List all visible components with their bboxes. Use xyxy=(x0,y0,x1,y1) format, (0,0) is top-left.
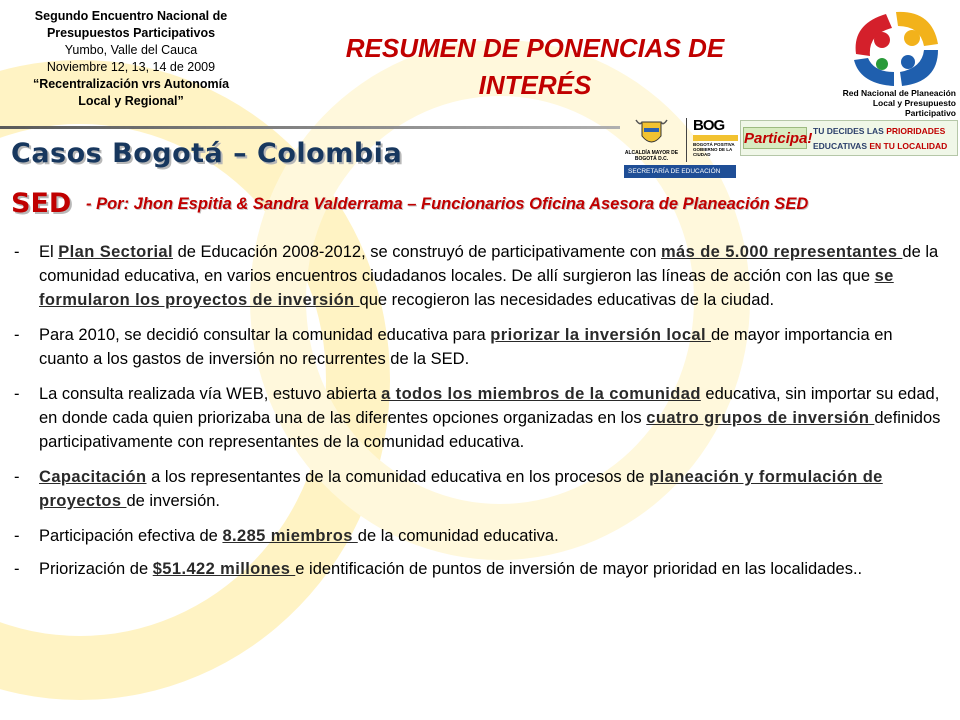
bullet-list xyxy=(14,240,944,590)
slogan-1a: TU DECIDES LAS xyxy=(813,126,887,136)
participa-badge: Participa! xyxy=(743,127,807,149)
red-nacional-line-1: Red Nacional de Planeación xyxy=(842,88,956,98)
underlined-text: Plan Sectorial xyxy=(58,243,173,261)
event-theme-line-1: “Recentralización vrs Autonomía xyxy=(32,77,230,91)
list-item xyxy=(14,382,944,454)
text-run: e identificación de puntos de inversión de mayor prioridad en las localidades.. xyxy=(295,560,863,578)
bullet-dash: - xyxy=(14,243,20,261)
header-divider xyxy=(0,126,620,129)
underlined-text: más de 5.000 representantes xyxy=(660,243,903,261)
text-run: que recogieron las necesidades educativas de la ciudad. xyxy=(359,291,775,309)
list-item xyxy=(14,323,944,371)
list-item xyxy=(14,465,944,513)
text-run: Para 2010, se decidió consultar la comunidad educativa para xyxy=(39,326,491,344)
event-theme-line-2: Local y Regional” xyxy=(78,94,184,108)
alcaldia-logo xyxy=(624,118,679,162)
underlined-text: a todos los miembros de la comunidad xyxy=(381,385,701,403)
text-run: de mayor importancia en cuanto a los gastos de inversión no recurrentes de la SED. xyxy=(39,326,893,368)
slogan-2b: EN TU LOCALIDAD xyxy=(869,141,948,151)
event-line-1: Segundo Encuentro Nacional de xyxy=(34,9,228,23)
text-run: Participación efectiva de xyxy=(39,527,223,545)
slogan-2a: EDUCATIVAS xyxy=(813,141,870,151)
participa-slogan-line-2 xyxy=(813,141,947,152)
red-nacional-logo xyxy=(832,4,956,118)
list-item xyxy=(14,524,944,548)
participa-slogan-line-1 xyxy=(813,126,945,137)
slide-title-line-1: RESUMEN DE PONENCIAS DE xyxy=(345,33,725,63)
event-info xyxy=(0,8,262,110)
text-run: de la comunidad educativa. xyxy=(357,527,559,545)
underlined-text: priorizar la inversión local xyxy=(490,326,711,344)
text-run: Priorización de xyxy=(39,560,153,578)
network-people-icon xyxy=(846,4,946,88)
text-run: educativa, sin importar su edad, en donde cada quien priorizaba una de las diferentes opciones organizadas en los xyxy=(39,385,940,427)
slide-title-line-2: INTERÉS xyxy=(478,70,592,100)
underlined-text: $51.422 millones xyxy=(152,560,296,578)
underlined-text: Capacitación xyxy=(39,468,147,486)
text-run: a los representantes de la comunidad educativa en los procesos de xyxy=(146,468,650,486)
bullet-dash: - xyxy=(14,468,20,486)
bullet-dash: - xyxy=(14,527,20,545)
bog-government: GOBIERNO DE LA CIUDAD xyxy=(693,147,733,157)
bullet-dash: - xyxy=(14,326,20,344)
bog-subtitle: BOGOTÁ POSITIVA xyxy=(693,142,735,147)
text-run: de Educación 2008-2012, se construyó de participativamente con xyxy=(173,243,661,261)
secretaria-band: SECRETARÍA DE EDUCACIÓN xyxy=(624,165,736,178)
underlined-text: 8.285 miembros xyxy=(222,527,358,545)
text-run: de inversión. xyxy=(126,492,221,510)
bogota-positiva-logo xyxy=(686,118,738,162)
red-nacional-text xyxy=(832,88,956,118)
slogan-1b: PRIORIDADES xyxy=(886,126,946,136)
list-item xyxy=(14,557,944,581)
slide-title xyxy=(290,30,780,104)
coat-of-arms-icon xyxy=(624,118,679,150)
participa-banner xyxy=(740,120,958,156)
bog-word: BOG xyxy=(693,117,725,134)
underlined-text: cuatro grupos de inversión xyxy=(646,409,875,427)
section-heading: Casos Bogotá – Colombia xyxy=(11,138,403,169)
underlined-text: se formularon los proyectos de inversión xyxy=(39,267,894,309)
underlined-text: planeación y formulación de proyectos xyxy=(39,468,883,510)
red-nacional-line-2: Local y Presupuesto Participativo xyxy=(872,98,956,118)
sed-label: SED xyxy=(11,188,72,219)
event-line-2: Presupuestos Participativos xyxy=(46,26,216,40)
list-item xyxy=(14,240,944,312)
event-dates: Noviembre 12, 13, 14 de 2009 xyxy=(46,60,216,74)
bullet-dash: - xyxy=(14,560,20,578)
text-run: La consulta realizada vía WEB, estuvo abierta xyxy=(39,385,382,403)
authors-line: - Por: Jhon Espitia & Sandra Valderrama – Funcionarios Oficina Asesora de Planeación SED xyxy=(86,195,809,213)
bullet-dash: - xyxy=(14,385,20,403)
text-run: definidos participativamente con representantes de la comunidad educativa. xyxy=(39,409,941,451)
text-run: El xyxy=(39,243,59,261)
bog-yellow-bar xyxy=(693,135,738,141)
text-run: de la comunidad educativa, en varios encuentros ciudadanos locales. De allí surgieron las líneas de acción con las que xyxy=(39,243,939,285)
partner-logos xyxy=(624,118,958,180)
alcaldia-text: ALCALDÍA MAYOR DE BOGOTÁ D.C. xyxy=(624,150,679,162)
event-location: Yumbo, Valle del Cauca xyxy=(64,43,198,57)
